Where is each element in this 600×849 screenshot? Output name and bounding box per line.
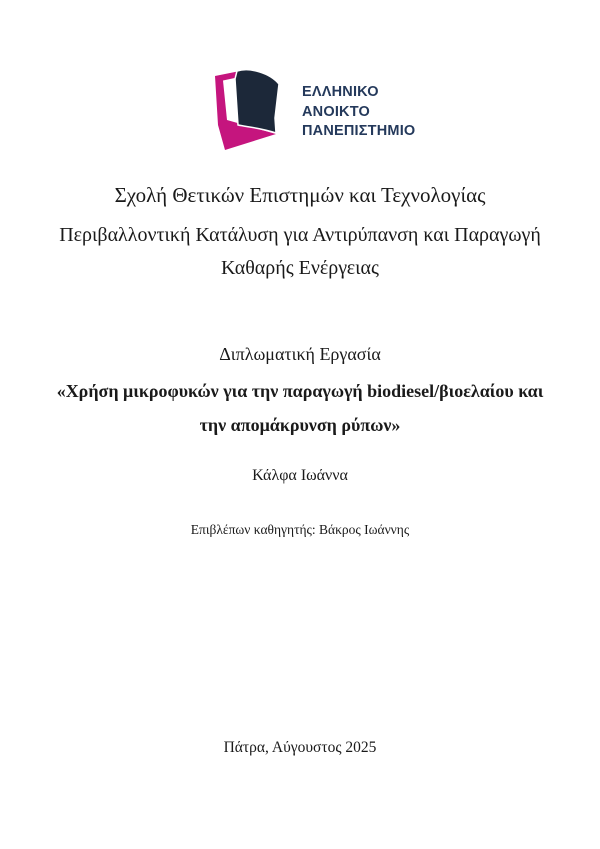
- university-name-line1: ΕΛΛΗΝΙΚΟ: [302, 84, 379, 100]
- book-page-shape: [235, 70, 279, 133]
- university-name-line3: ΠΑΝΕΠΙΣΤΗΜΙΟ: [302, 123, 416, 139]
- university-name: [302, 63, 415, 142]
- place-date: Πάτρα, Αύγουστος 2025: [223, 739, 377, 756]
- university-name-line2: ΑΝΟΙΚΤΟ: [302, 103, 370, 120]
- thesis-title: [0, 374, 600, 442]
- open-book-icon: [212, 63, 292, 151]
- thesis-title-line1: «Χρήση μικροφυκών για την παραγωγή biodiesel/βιοελαίου και: [56, 381, 544, 401]
- university-logo: [212, 63, 415, 151]
- program-title-line1: Περιβαλλοντική Κατάλυση για Αντιρύπανση και Παραγωγή: [59, 224, 541, 246]
- author-name: Κάλφα Ιωάννα: [252, 467, 348, 484]
- thesis-type-label: Διπλωματική Εργασία: [219, 344, 381, 364]
- school-title: Σχολή Θετικών Επιστημών και Τεχνολογίας: [114, 183, 486, 207]
- program-title-line2: Καθαρής Ενέργειας: [221, 257, 379, 279]
- thesis-title-line2: την απομάκρυνση ρύπων»: [199, 415, 401, 435]
- program-title: [0, 219, 600, 285]
- supervisor-line: Επιβλέπων καθηγητής: Βάκρος Ιωάννης: [190, 522, 410, 537]
